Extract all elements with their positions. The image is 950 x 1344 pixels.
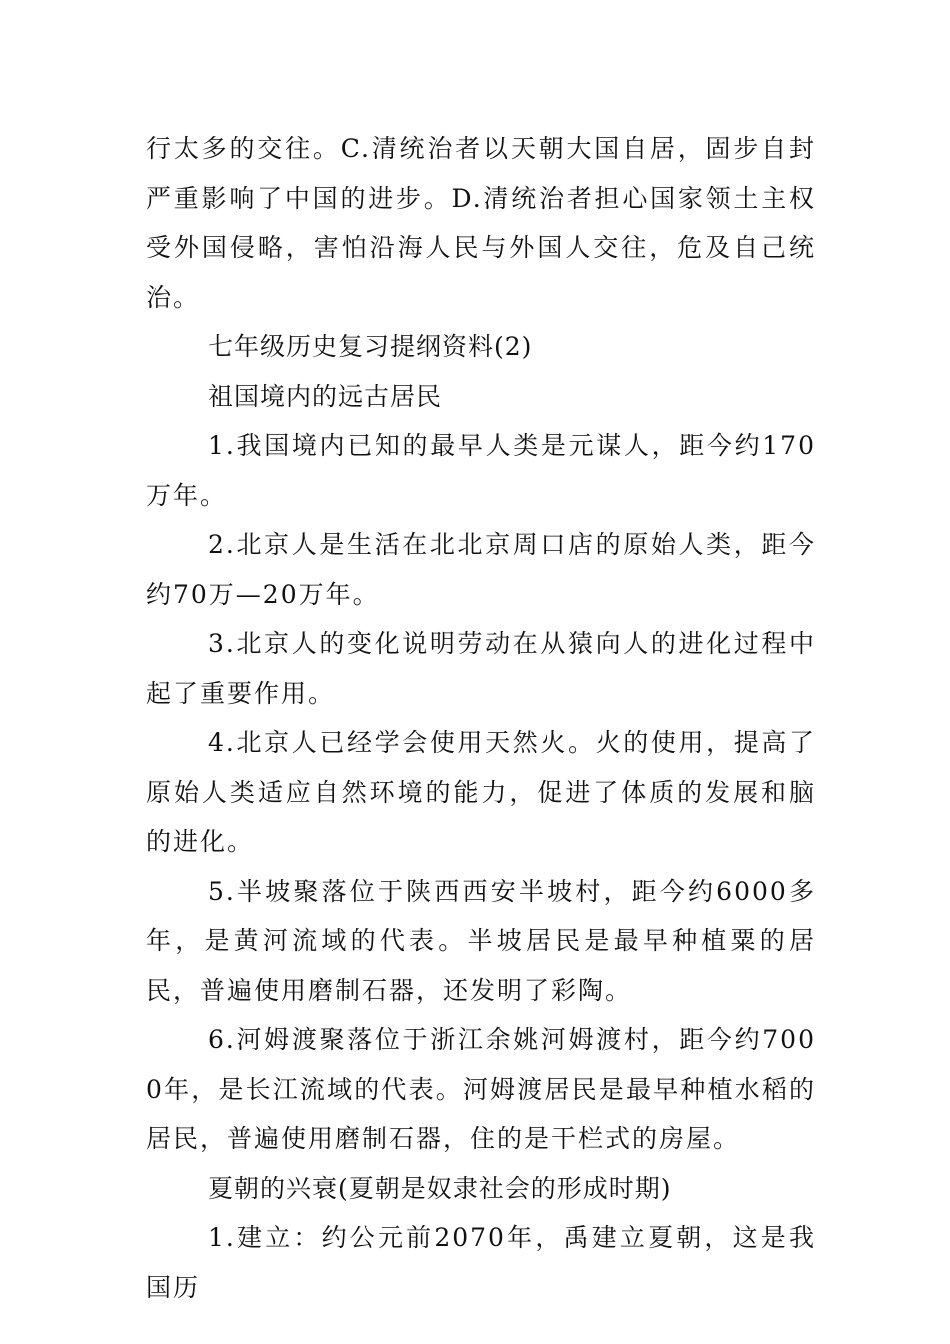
list-item-1: 1.我国境内已知的最早人类是元谋人，距今约170万年。 bbox=[146, 431, 816, 510]
list-item-2: 2.北京人是生活在北北京周口店的原始人类，距今约70万—20万年。 bbox=[146, 530, 816, 609]
document-body bbox=[146, 124, 816, 1312]
list-item-6: 6.河姆渡聚落位于浙江余姚河姆渡村，距今约7000年，是长江流域的代表。河姆渡居民是最早种植水稻的居民，普遍使用磨制石器，住的是干栏式的房屋。 bbox=[146, 1025, 816, 1153]
section-title: 七年级历史复习提纲资料(2) bbox=[208, 332, 533, 361]
list-item-xia-1: 1.建立：约公元前2070年，禹建立夏朝，这是我国历 bbox=[146, 1223, 816, 1302]
section-heading-ancient-residents: 祖国境内的远古居民 bbox=[208, 381, 443, 411]
paragraph-continuation: 行太多的交往。C.清统治者以天朝大国自居，固步自封严重影响了中国的进步。D.清统治者担心国家领土主权受外国侵略，害怕沿海人民与外国人交往，危及自己统治。 bbox=[146, 134, 816, 312]
list-item-3: 3.北京人的变化说明劳动在从猿向人的进化过程中起了重要作用。 bbox=[146, 629, 816, 708]
list-item-5: 5.半坡聚落位于陕西西安半坡村，距今约6000多年，是黄河流域的代表。半坡居民是最早种植粟的居民，普遍使用磨制石器，还发明了彩陶。 bbox=[146, 876, 816, 1005]
section-heading-xia-dynasty: 夏朝的兴衰(夏朝是奴隶社会的形成时期) bbox=[208, 1173, 672, 1203]
list-item-4: 4.北京人已经学会使用天然火。火的使用，提高了原始人类适应自然环境的能力，促进了体质的发展和脑的进化。 bbox=[146, 728, 816, 856]
